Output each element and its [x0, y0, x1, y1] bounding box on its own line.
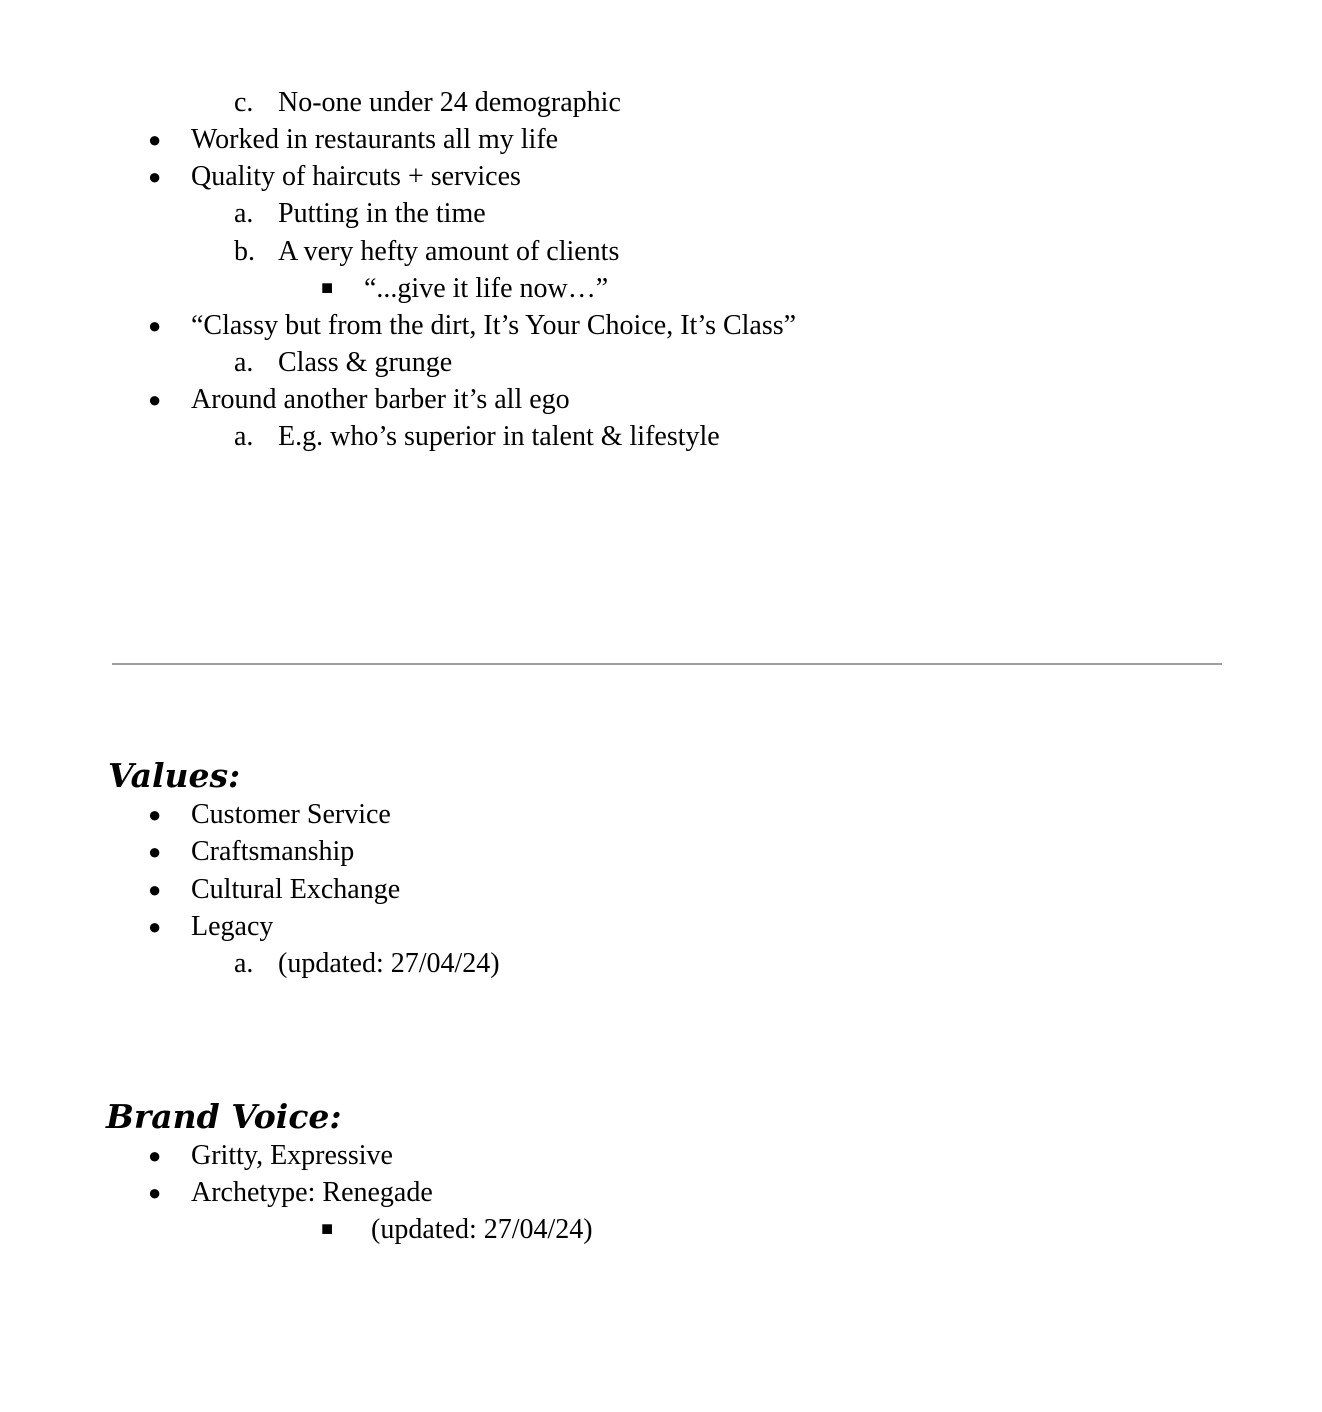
- list-item-text: Archetype: Renegade: [191, 1177, 433, 1208]
- bullet-icon: ●: [148, 1143, 162, 1168]
- list-item-text: Cultural Exchange: [191, 874, 401, 905]
- brand-voice-heading: Brand Voice:: [106, 1097, 342, 1136]
- list-item-text: Worked in restaurants all my life: [191, 124, 559, 155]
- bullet-icon: ●: [148, 387, 162, 412]
- bullet-icon: ●: [148, 164, 162, 189]
- list-marker: c.: [234, 87, 254, 118]
- bullet-icon: ●: [148, 877, 162, 902]
- list-item-text: Class & grunge: [278, 347, 453, 378]
- list-item-text: Craftsmanship: [191, 836, 355, 867]
- bullet-icon: ●: [148, 914, 162, 939]
- square-bullet-icon: ■: [321, 277, 334, 299]
- list-item-text: Putting in the time: [278, 198, 486, 229]
- list-marker: b.: [234, 236, 255, 267]
- list-item-text: Legacy: [191, 911, 274, 942]
- list-marker: a.: [234, 421, 254, 452]
- list-item-text: E.g. who’s superior in talent & lifestyle: [278, 421, 720, 452]
- bullet-icon: ●: [148, 1180, 162, 1205]
- list-item-text: (updated: 27/04/24): [371, 1214, 593, 1245]
- bullet-icon: ●: [148, 313, 162, 338]
- values-heading: Values:: [108, 756, 241, 795]
- list-item-text: “...give it life now…”: [364, 273, 609, 304]
- horizontal-divider: [112, 663, 1222, 665]
- list-marker: a.: [234, 948, 254, 979]
- bullet-icon: ●: [148, 127, 162, 152]
- bullet-icon: ●: [148, 802, 162, 827]
- list-item-text: Customer Service: [191, 799, 391, 830]
- list-item-text: Quality of haircuts + services: [191, 161, 521, 192]
- list-item-text: Gritty, Expressive: [191, 1140, 393, 1171]
- list-marker: a.: [234, 347, 254, 378]
- list-item-text: (updated: 27/04/24): [278, 948, 500, 979]
- list-item-text: No-one under 24 demographic: [278, 87, 621, 118]
- list-item-text: Around another barber it’s all ego: [191, 384, 570, 415]
- bullet-icon: ●: [148, 839, 162, 864]
- list-item-text: “Classy but from the dirt, It’s Your Choice, It’s Class”: [191, 310, 797, 341]
- square-bullet-icon: ■: [321, 1218, 334, 1240]
- list-marker: a.: [234, 198, 254, 229]
- list-item-text: A very hefty amount of clients: [278, 236, 620, 267]
